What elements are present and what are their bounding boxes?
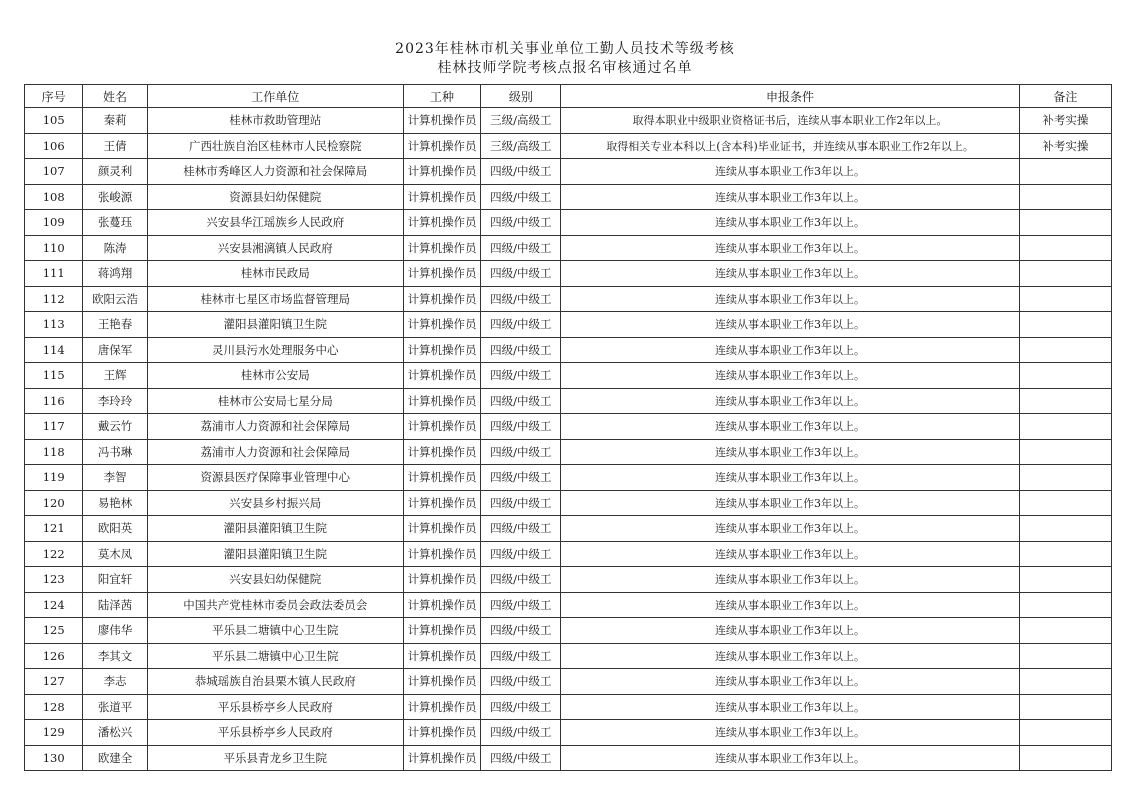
cell-name: 李玲玲: [83, 388, 147, 414]
cell-no: 121: [25, 516, 83, 542]
table-row: [25, 592, 1112, 618]
cell-no: 110: [25, 235, 83, 261]
cell-trade: 计算机操作员: [403, 745, 481, 771]
cell-trade: 计算机操作员: [403, 465, 481, 491]
cell-name: 阳宜轩: [83, 567, 147, 593]
cell-level: 四级/中级工: [481, 694, 561, 720]
cell-unit: 平乐县二塘镇中心卫生院: [147, 643, 403, 669]
cell-trade: 计算机操作员: [403, 312, 481, 338]
cell-no: 106: [25, 133, 83, 159]
cell-trade: 计算机操作员: [403, 210, 481, 236]
cell-note: [1019, 643, 1111, 669]
cell-condition: 连续从事本职业工作3年以上。: [561, 720, 1020, 746]
cell-condition: 连续从事本职业工作3年以上。: [561, 465, 1020, 491]
cell-note: [1019, 694, 1111, 720]
cell-name: 王辉: [83, 363, 147, 389]
cell-note: [1019, 618, 1111, 644]
table-row: [25, 643, 1112, 669]
cell-level: 四级/中级工: [481, 388, 561, 414]
cell-no: 123: [25, 567, 83, 593]
cell-level: 四级/中级工: [481, 541, 561, 567]
document-subtitle: 桂林技师学院考核点报名审核通过名单: [437, 60, 693, 76]
cell-level: 四级/中级工: [481, 337, 561, 363]
table-row: [25, 465, 1112, 491]
cell-level: 四级/中级工: [481, 363, 561, 389]
cell-no: 108: [25, 184, 83, 210]
cell-condition: 连续从事本职业工作3年以上。: [561, 618, 1020, 644]
cell-note: [1019, 184, 1111, 210]
cell-condition: 连续从事本职业工作3年以上。: [561, 490, 1020, 516]
cell-level: 四级/中级工: [481, 465, 561, 491]
header-row: [25, 85, 1112, 108]
cell-name: 张道平: [83, 694, 147, 720]
col-header-trade: 工种: [403, 85, 481, 108]
cell-condition: 连续从事本职业工作3年以上。: [561, 516, 1020, 542]
table-row: [25, 388, 1112, 414]
cell-level: 四级/中级工: [481, 592, 561, 618]
cell-name: 冯书琳: [83, 439, 147, 465]
cell-unit: 桂林市民政局: [147, 261, 403, 287]
table-row: [25, 363, 1112, 389]
cell-note: [1019, 516, 1111, 542]
cell-level: 三级/高级工: [481, 133, 561, 159]
cell-level: 三级/高级工: [481, 108, 561, 134]
cell-unit: 兴安县乡村振兴局: [147, 490, 403, 516]
cell-trade: 计算机操作员: [403, 592, 481, 618]
cell-condition: 连续从事本职业工作3年以上。: [561, 210, 1020, 236]
table-row: [25, 312, 1112, 338]
cell-note: [1019, 720, 1111, 746]
cell-level: 四级/中级工: [481, 286, 561, 312]
cell-name: 秦莉: [83, 108, 147, 134]
cell-name: 李智: [83, 465, 147, 491]
cell-unit: 荔浦市人力资源和社会保障局: [147, 414, 403, 440]
cell-condition: 连续从事本职业工作3年以上。: [561, 312, 1020, 338]
cell-name: 欧建全: [83, 745, 147, 771]
cell-no: 109: [25, 210, 83, 236]
cell-name: 欧阳英: [83, 516, 147, 542]
table-header: [25, 85, 1112, 108]
cell-no: 112: [25, 286, 83, 312]
cell-note: 补考实操: [1019, 108, 1111, 134]
cell-no: 128: [25, 694, 83, 720]
cell-condition: 连续从事本职业工作3年以上。: [561, 567, 1020, 593]
cell-level: 四级/中级工: [481, 669, 561, 695]
cell-trade: 计算机操作员: [403, 541, 481, 567]
col-header-no: 序号: [25, 85, 83, 108]
cell-condition: 连续从事本职业工作3年以上。: [561, 694, 1020, 720]
cell-condition: 连续从事本职业工作3年以上。: [561, 159, 1020, 185]
cell-note: [1019, 592, 1111, 618]
table-body: [25, 108, 1112, 771]
cell-condition: 连续从事本职业工作3年以上。: [561, 286, 1020, 312]
cell-trade: 计算机操作员: [403, 363, 481, 389]
cell-condition: 取得本职业中级职业资格证书后，连续从事本职业工作2年以上。: [561, 108, 1020, 134]
cell-no: 125: [25, 618, 83, 644]
table-row: [25, 184, 1112, 210]
table-row: [25, 541, 1112, 567]
cell-level: 四级/中级工: [481, 210, 561, 236]
col-header-name: 姓名: [83, 85, 147, 108]
cell-level: 四级/中级工: [481, 312, 561, 338]
cell-unit: 桂林市秀峰区人力资源和社会保障局: [147, 159, 403, 185]
cell-unit: 桂林市救助管理站: [147, 108, 403, 134]
table-row: [25, 669, 1112, 695]
cell-level: 四级/中级工: [481, 745, 561, 771]
cell-name: 李志: [83, 669, 147, 695]
cell-name: 廖伟华: [83, 618, 147, 644]
cell-no: 119: [25, 465, 83, 491]
cell-unit: 资源县妇幼保健院: [147, 184, 403, 210]
cell-name: 蒋鸿翔: [83, 261, 147, 287]
cell-condition: 连续从事本职业工作3年以上。: [561, 745, 1020, 771]
cell-name: 莫木凤: [83, 541, 147, 567]
cell-unit: 兴安县华江瑶族乡人民政府: [147, 210, 403, 236]
col-header-note: 备注: [1019, 85, 1111, 108]
cell-no: 114: [25, 337, 83, 363]
cell-no: 118: [25, 439, 83, 465]
cell-note: [1019, 465, 1111, 491]
cell-trade: 计算机操作员: [403, 388, 481, 414]
cell-condition: 连续从事本职业工作3年以上。: [561, 363, 1020, 389]
cell-trade: 计算机操作员: [403, 720, 481, 746]
cell-condition: 连续从事本职业工作3年以上。: [561, 643, 1020, 669]
cell-condition: 连续从事本职业工作3年以上。: [561, 541, 1020, 567]
cell-name: 陈涛: [83, 235, 147, 261]
table-row: [25, 261, 1112, 287]
cell-note: [1019, 490, 1111, 516]
table-row: [25, 108, 1112, 134]
cell-name: 张峻源: [83, 184, 147, 210]
cell-unit: 桂林市七星区市场监督管理局: [147, 286, 403, 312]
table-row: [25, 159, 1112, 185]
cell-unit: 恭城瑶族自治县栗木镇人民政府: [147, 669, 403, 695]
cell-no: 130: [25, 745, 83, 771]
cell-level: 四级/中级工: [481, 261, 561, 287]
cell-name: 欧阳云浩: [83, 286, 147, 312]
cell-condition: 连续从事本职业工作3年以上。: [561, 337, 1020, 363]
table-row: [25, 337, 1112, 363]
cell-note: [1019, 669, 1111, 695]
cell-level: 四级/中级工: [481, 567, 561, 593]
cell-level: 四级/中级工: [481, 184, 561, 210]
cell-condition: 连续从事本职业工作3年以上。: [561, 439, 1020, 465]
cell-note: [1019, 439, 1111, 465]
cell-no: 122: [25, 541, 83, 567]
cell-level: 四级/中级工: [481, 720, 561, 746]
cell-unit: 平乐县桥亭乡人民政府: [147, 694, 403, 720]
cell-trade: 计算机操作员: [403, 694, 481, 720]
document-title: 2023年桂林市机关事业单位工勤人员技术等级考核: [395, 41, 735, 57]
cell-trade: 计算机操作员: [403, 159, 481, 185]
cell-name: 戴云竹: [83, 414, 147, 440]
col-header-condition: 申报条件: [561, 85, 1020, 108]
cell-unit: 桂林市公安局: [147, 363, 403, 389]
cell-no: 116: [25, 388, 83, 414]
table-row: [25, 133, 1112, 159]
cell-note: [1019, 286, 1111, 312]
cell-condition: 取得相关专业本科以上(含本科)毕业证书，并连续从事本职业工作2年以上。: [561, 133, 1020, 159]
cell-unit: 灵川县污水处理服务中心: [147, 337, 403, 363]
cell-note: [1019, 235, 1111, 261]
cell-unit: 平乐县二塘镇中心卫生院: [147, 618, 403, 644]
cell-no: 124: [25, 592, 83, 618]
cell-trade: 计算机操作员: [403, 643, 481, 669]
cell-level: 四级/中级工: [481, 235, 561, 261]
cell-level: 四级/中级工: [481, 439, 561, 465]
cell-name: 陆泽茜: [83, 592, 147, 618]
cell-condition: 连续从事本职业工作3年以上。: [561, 388, 1020, 414]
cell-note: [1019, 541, 1111, 567]
cell-name: 唐保军: [83, 337, 147, 363]
col-header-unit: 工作单位: [147, 85, 403, 108]
cell-no: 113: [25, 312, 83, 338]
cell-level: 四级/中级工: [481, 159, 561, 185]
cell-level: 四级/中级工: [481, 414, 561, 440]
cell-trade: 计算机操作员: [403, 439, 481, 465]
col-header-level: 级别: [481, 85, 561, 108]
cell-no: 129: [25, 720, 83, 746]
cell-no: 117: [25, 414, 83, 440]
cell-condition: 连续从事本职业工作3年以上。: [561, 235, 1020, 261]
cell-note: [1019, 745, 1111, 771]
table-row: [25, 618, 1112, 644]
cell-note: [1019, 414, 1111, 440]
cell-no: 126: [25, 643, 83, 669]
cell-trade: 计算机操作员: [403, 286, 481, 312]
cell-unit: 广西壮族自治区桂林市人民检察院: [147, 133, 403, 159]
cell-unit: 平乐县青龙乡卫生院: [147, 745, 403, 771]
cell-unit: 灌阳县灌阳镇卫生院: [147, 541, 403, 567]
cell-unit: 中国共产党桂林市委员会政法委员会: [147, 592, 403, 618]
table-row: [25, 516, 1112, 542]
cell-trade: 计算机操作员: [403, 618, 481, 644]
cell-level: 四级/中级工: [481, 643, 561, 669]
cell-note: [1019, 363, 1111, 389]
cell-trade: 计算机操作员: [403, 108, 481, 134]
cell-trade: 计算机操作员: [403, 235, 481, 261]
table-row: [25, 567, 1112, 593]
cell-no: 105: [25, 108, 83, 134]
cell-unit: 资源县医疗保障事业管理中心: [147, 465, 403, 491]
cell-trade: 计算机操作员: [403, 337, 481, 363]
cell-condition: 连续从事本职业工作3年以上。: [561, 669, 1020, 695]
cell-name: 李其文: [83, 643, 147, 669]
table-row: [25, 439, 1112, 465]
cell-level: 四级/中级工: [481, 516, 561, 542]
cell-note: [1019, 261, 1111, 287]
cell-name: 王艳春: [83, 312, 147, 338]
table-row: [25, 210, 1112, 236]
table-row: [25, 745, 1112, 771]
cell-name: 潘松兴: [83, 720, 147, 746]
cell-no: 127: [25, 669, 83, 695]
cell-unit: 桂林市公安局七星分局: [147, 388, 403, 414]
cell-unit: 荔浦市人力资源和社会保障局: [147, 439, 403, 465]
cell-no: 120: [25, 490, 83, 516]
table-row: [25, 694, 1112, 720]
cell-trade: 计算机操作员: [403, 567, 481, 593]
cell-level: 四级/中级工: [481, 490, 561, 516]
roster-table: [24, 84, 1112, 771]
cell-condition: 连续从事本职业工作3年以上。: [561, 592, 1020, 618]
cell-trade: 计算机操作员: [403, 261, 481, 287]
cell-unit: 兴安县湘漓镇人民政府: [147, 235, 403, 261]
cell-name: 张蔓珏: [83, 210, 147, 236]
table-row: [25, 490, 1112, 516]
cell-note: [1019, 567, 1111, 593]
cell-condition: 连续从事本职业工作3年以上。: [561, 261, 1020, 287]
table-row: [25, 286, 1112, 312]
cell-note: 补考实操: [1019, 133, 1111, 159]
cell-trade: 计算机操作员: [403, 516, 481, 542]
cell-trade: 计算机操作员: [403, 669, 481, 695]
cell-level: 四级/中级工: [481, 618, 561, 644]
cell-name: 易艳林: [83, 490, 147, 516]
cell-note: [1019, 337, 1111, 363]
table-row: [25, 235, 1112, 261]
cell-note: [1019, 388, 1111, 414]
table-row: [25, 414, 1112, 440]
cell-name: 王倩: [83, 133, 147, 159]
cell-unit: 灌阳县灌阳镇卫生院: [147, 312, 403, 338]
cell-unit: 灌阳县灌阳镇卫生院: [147, 516, 403, 542]
cell-unit: 平乐县桥亭乡人民政府: [147, 720, 403, 746]
cell-note: [1019, 210, 1111, 236]
cell-trade: 计算机操作员: [403, 490, 481, 516]
cell-condition: 连续从事本职业工作3年以上。: [561, 414, 1020, 440]
cell-trade: 计算机操作员: [403, 133, 481, 159]
cell-trade: 计算机操作员: [403, 184, 481, 210]
table-row: [25, 720, 1112, 746]
cell-no: 115: [25, 363, 83, 389]
cell-name: 颜灵利: [83, 159, 147, 185]
cell-no: 107: [25, 159, 83, 185]
cell-no: 111: [25, 261, 83, 287]
cell-trade: 计算机操作员: [403, 414, 481, 440]
cell-note: [1019, 159, 1111, 185]
cell-unit: 兴安县妇幼保健院: [147, 567, 403, 593]
cell-condition: 连续从事本职业工作3年以上。: [561, 184, 1020, 210]
cell-note: [1019, 312, 1111, 338]
